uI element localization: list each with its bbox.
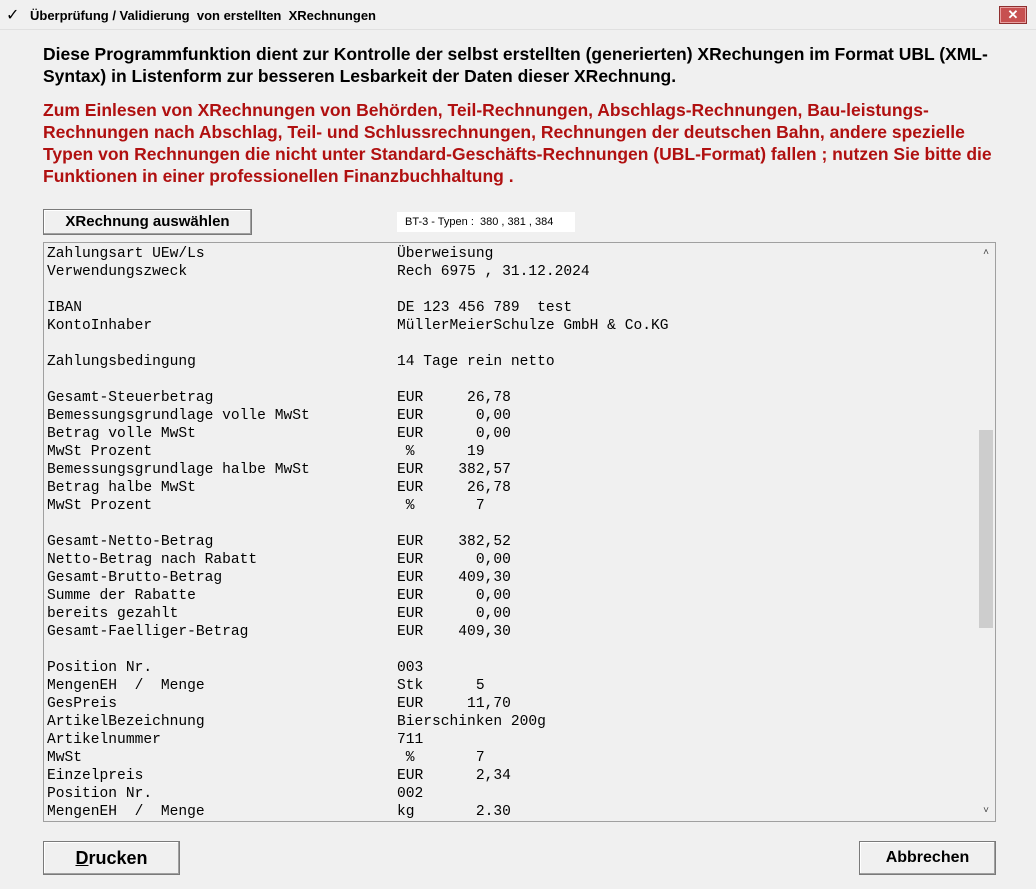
- list-row[interactable]: [47, 533, 977, 551]
- row-value: Bierschinken 200g: [397, 714, 546, 730]
- row-value: Rech 6975 , 31.12.2024: [397, 264, 590, 280]
- list-row[interactable]: [47, 389, 977, 407]
- list-row[interactable]: [47, 749, 977, 767]
- row-value: EUR 0,00: [397, 408, 511, 424]
- row-value: 14 Tage rein netto: [397, 354, 555, 370]
- row-key: Gesamt-Brutto-Betrag: [47, 570, 223, 586]
- row-key: Betrag halbe MwSt: [47, 480, 196, 496]
- list-row[interactable]: [47, 353, 977, 371]
- row-key: Betrag volle MwSt: [47, 426, 196, 442]
- list-row[interactable]: [47, 569, 977, 587]
- list-row[interactable]: [47, 299, 977, 317]
- row-value: EUR 0,00: [397, 588, 511, 604]
- row-key: Position Nr.: [47, 786, 153, 802]
- row-key: Summe der Rabatte: [47, 588, 196, 604]
- row-key: IBAN: [47, 300, 83, 316]
- cancel-button[interactable]: Abbrechen: [859, 841, 996, 875]
- list-row[interactable]: [47, 803, 977, 821]
- row-value: EUR 409,30: [397, 570, 511, 586]
- row-value: % 7: [397, 498, 485, 514]
- row-value: 002: [397, 786, 424, 802]
- row-value: % 7: [397, 750, 485, 766]
- row-key: KontoInhaber: [47, 318, 153, 334]
- list-row[interactable]: [47, 443, 977, 461]
- list-row[interactable]: [47, 407, 977, 425]
- vertical-scrollbar[interactable]: [977, 243, 995, 821]
- info-panel: [40, 40, 996, 194]
- list-row[interactable]: [47, 425, 977, 443]
- check-icon: ✓: [6, 7, 20, 24]
- print-button[interactable]: [43, 841, 180, 875]
- row-key: MengenEH / Menge: [47, 804, 205, 820]
- list-row[interactable]: [47, 731, 977, 749]
- row-key: Einzelpreis: [47, 768, 144, 784]
- row-key: Bemessungsgrundlage halbe MwSt: [47, 462, 310, 478]
- row-key: Zahlungsart UEw/Ls: [47, 246, 205, 262]
- list-row[interactable]: [47, 767, 977, 785]
- row-key: Artikelnummer: [47, 732, 161, 748]
- row-key: GesPreis: [47, 696, 118, 712]
- list-row[interactable]: [47, 623, 977, 641]
- list-row[interactable]: [47, 551, 977, 569]
- list-row[interactable]: [47, 317, 977, 335]
- list-row[interactable]: [47, 497, 977, 515]
- list-content: [47, 245, 977, 821]
- row-value: EUR 11,70: [397, 696, 511, 712]
- row-value: EUR 26,78: [397, 480, 511, 496]
- row-key: MwSt Prozent: [47, 498, 153, 514]
- list-row[interactable]: [47, 677, 977, 695]
- invoice-data-list[interactable]: [43, 242, 996, 822]
- row-value: EUR 382,52: [397, 534, 511, 550]
- row-key: MwSt Prozent: [47, 444, 153, 460]
- row-value: EUR 382,57: [397, 462, 511, 478]
- list-row[interactable]: [47, 605, 977, 623]
- row-key: ArtikelBezeichnung: [47, 714, 205, 730]
- row-value: EUR 0,00: [397, 552, 511, 568]
- list-row[interactable]: [47, 281, 977, 299]
- list-row[interactable]: [47, 641, 977, 659]
- row-value: kg 2.30: [397, 804, 511, 820]
- list-row[interactable]: [47, 587, 977, 605]
- row-key: Gesamt-Steuerbetrag: [47, 390, 214, 406]
- print-button-label: rucken: [88, 848, 148, 868]
- row-key: Netto-Betrag nach Rabatt: [47, 552, 258, 568]
- list-row[interactable]: [47, 785, 977, 803]
- row-value: Überweisung: [397, 246, 494, 262]
- bt3-types-label: BT-3 - Typen : 380 , 381 , 384: [397, 212, 575, 232]
- row-key: Zahlungsbedingung: [47, 354, 196, 370]
- list-row[interactable]: [47, 659, 977, 677]
- row-key: Position Nr.: [47, 660, 153, 676]
- close-icon: ✕: [1007, 7, 1019, 22]
- list-row[interactable]: [47, 461, 977, 479]
- row-value: EUR 0,00: [397, 606, 511, 622]
- scroll-thumb[interactable]: [979, 430, 993, 628]
- row-value: DE 123 456 789 test: [397, 300, 573, 316]
- row-value: % 19: [397, 444, 485, 460]
- scroll-down-icon[interactable]: ˅: [983, 805, 989, 816]
- list-row[interactable]: [47, 335, 977, 353]
- row-key: Bemessungsgrundlage volle MwSt: [47, 408, 310, 424]
- print-button-mnemonic: D: [75, 848, 89, 868]
- row-key: Gesamt-Faelliger-Betrag: [47, 624, 249, 640]
- list-row[interactable]: [47, 371, 977, 389]
- list-row[interactable]: [47, 479, 977, 497]
- close-button[interactable]: [999, 6, 1027, 24]
- list-row[interactable]: [47, 263, 977, 281]
- description-text: Diese Programmfunktion dient zur Kontrolle der selbst erstellten (generierten) XRechungen im Format UBL (XML-Syntax) in Listenform zur besseren Lesbarkeit der Daten dieser XRechnung.: [43, 44, 988, 86]
- row-value: EUR 2,34: [397, 768, 511, 784]
- row-key: MwSt: [47, 750, 83, 766]
- list-row[interactable]: [47, 515, 977, 533]
- row-key: MengenEH / Menge: [47, 678, 205, 694]
- row-key: bereits gezahlt: [47, 606, 179, 622]
- scroll-up-icon[interactable]: ˄: [983, 247, 989, 258]
- row-value: EUR 0,00: [397, 426, 511, 442]
- row-value: MüllerMeierSchulze GmbH & Co.KG: [397, 318, 669, 334]
- row-value: EUR 26,78: [397, 390, 511, 406]
- row-key: Gesamt-Netto-Betrag: [47, 534, 214, 550]
- title-bar: [0, 0, 1036, 30]
- row-value: EUR 409,30: [397, 624, 511, 640]
- row-value: 711: [397, 732, 424, 748]
- window-title: Überprüfung / Validierung von erstellten XRechnungen: [30, 8, 376, 23]
- warning-text: Zum Einlesen von XRechnungen von Behörden, Teil-Rechnungen, Abschlags-Rechnungen, Bau-leistungs-Rechnungen nach Abschlag, Teil- und Schlussrechnungen, Rechnungen der deutschen Bahn, andere spezielle Typen von Rechnungen die nicht unter Standard-Geschäfts-Rechnungen (UBL-Format) fallen ; nutzen Sie bitte die Funktionen in einer professionellen Finanzbuchhaltung .: [43, 100, 992, 186]
- list-row[interactable]: [47, 713, 977, 731]
- row-value: 003: [397, 660, 424, 676]
- row-value: Stk 5: [397, 678, 485, 694]
- list-row[interactable]: [47, 245, 977, 263]
- list-row[interactable]: [47, 695, 977, 713]
- row-key: Verwendungszweck: [47, 264, 188, 280]
- select-xrechnung-button[interactable]: XRechnung auswählen: [43, 209, 252, 235]
